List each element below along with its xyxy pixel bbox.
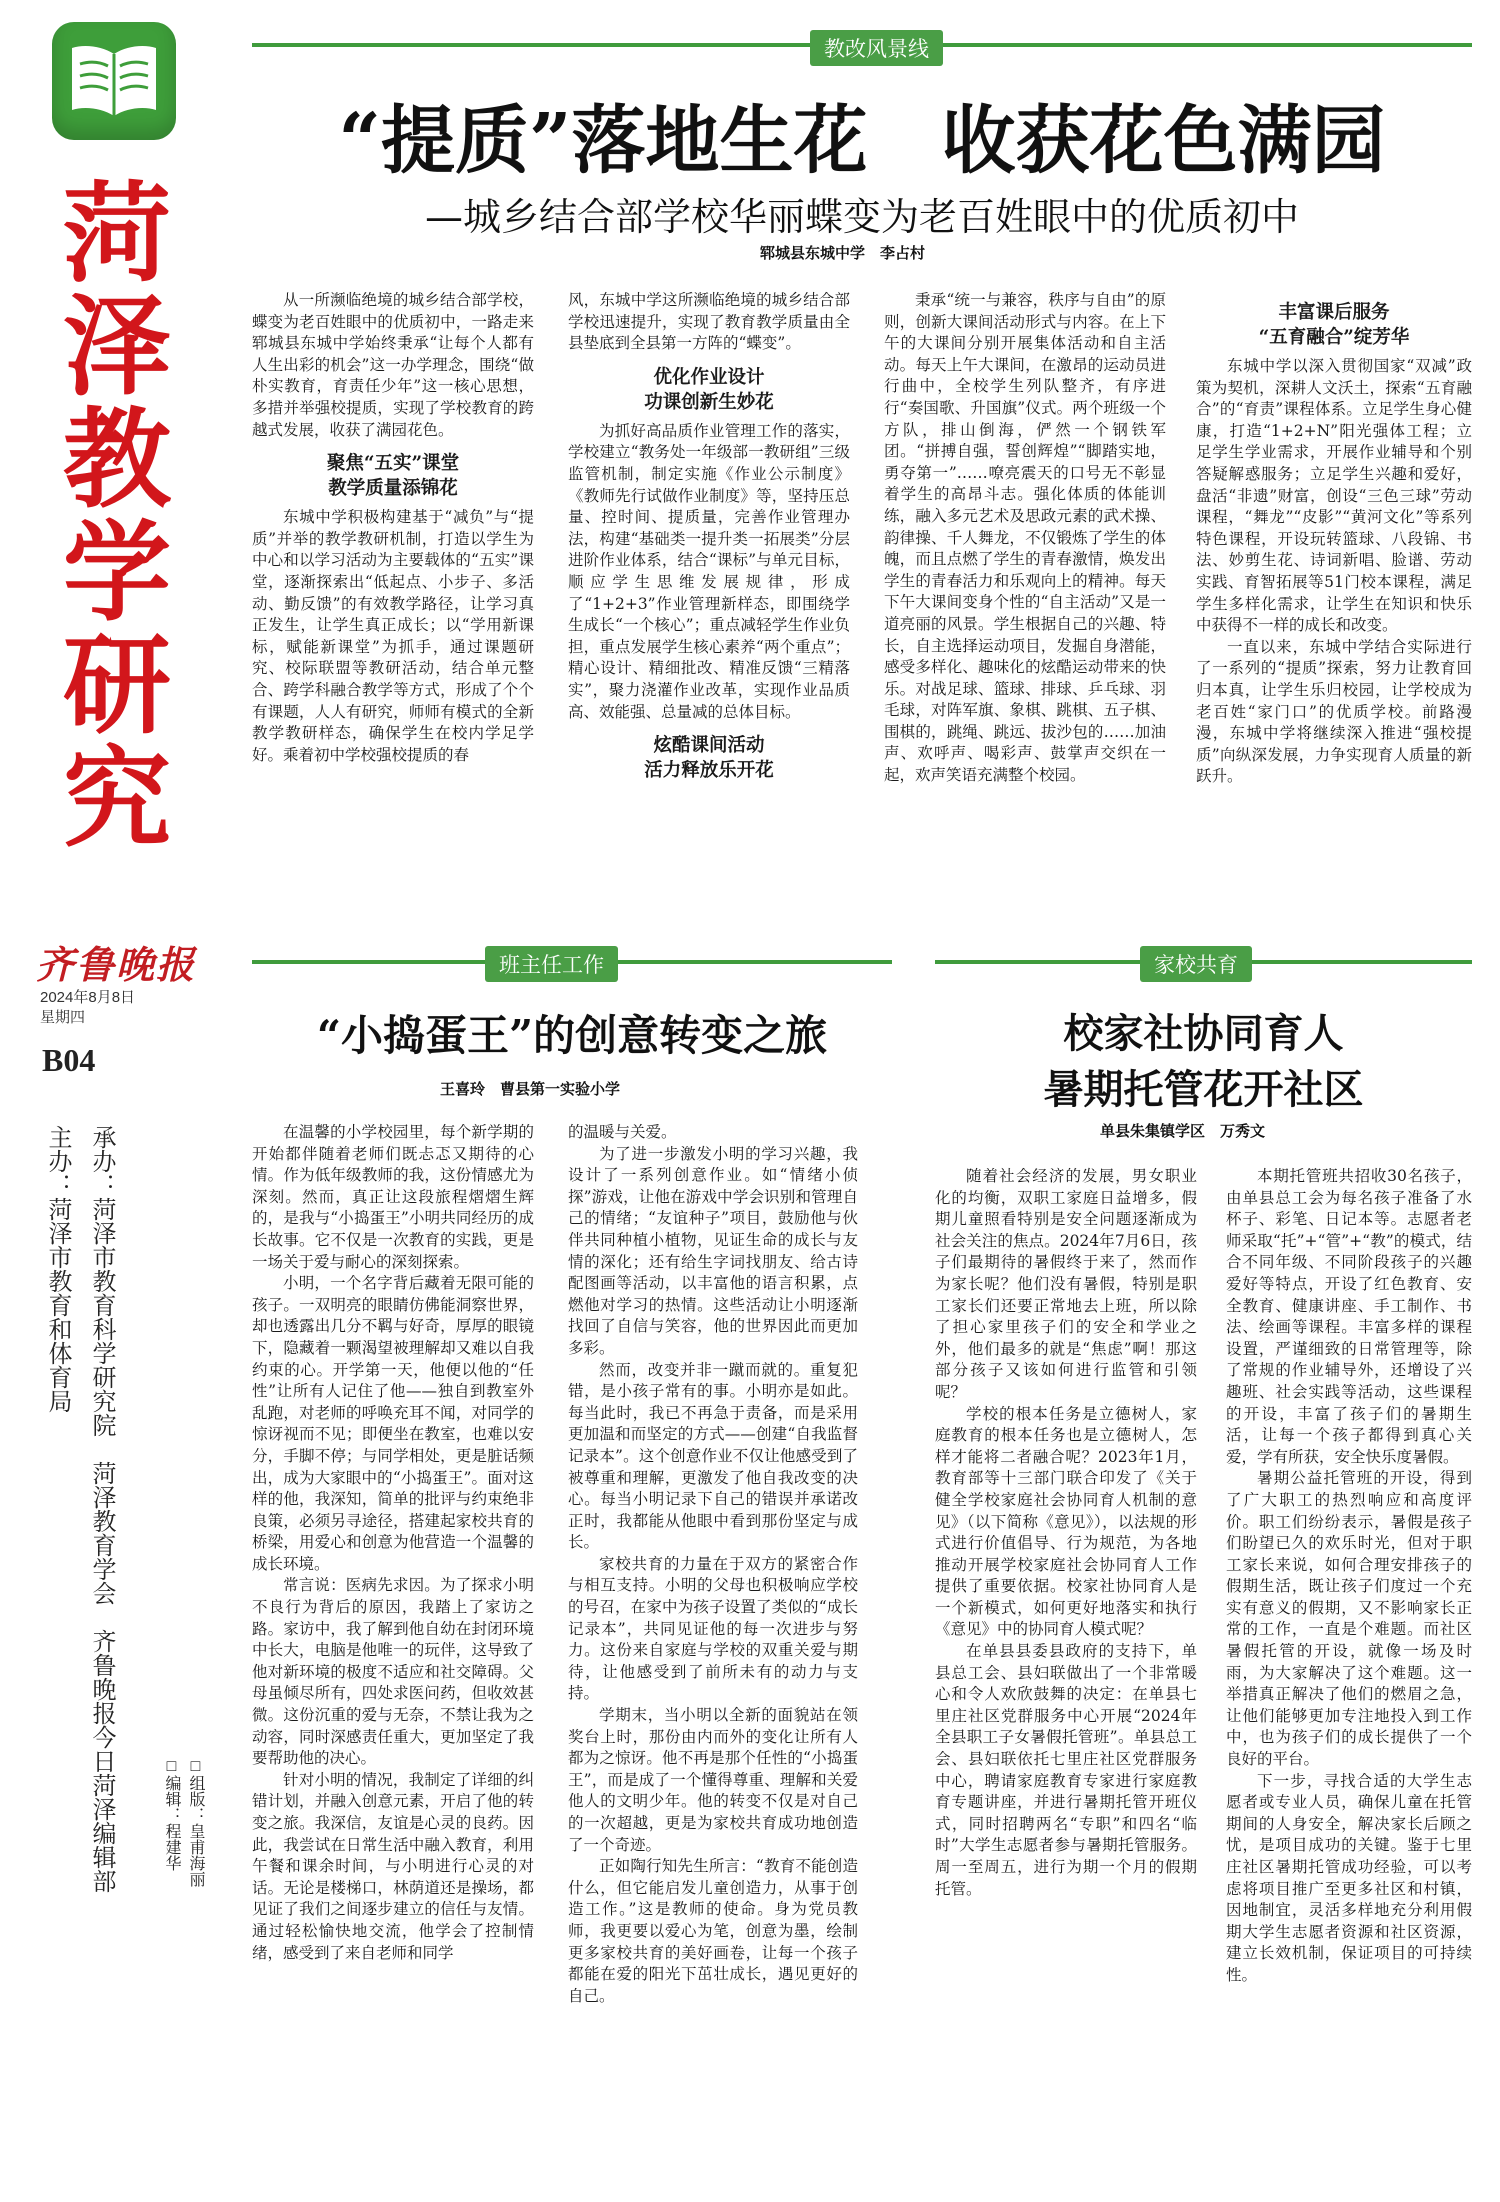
article-column [935, 1166, 1197, 1900]
vertical-masthead-title: 菏泽教学研究 [62, 172, 171, 862]
paragraph: 正如陶行知先生所言：“教育不能创造什么，但它能启发儿童创造力，从事于创造工作。”这是教师的使命。身为党员教师，我更要以爱心为笔，创意为墨，绘制更多家校共育的美好画卷，让每一个孩子都能在爱的阳光下茁壮成长，遇见更好的自己。 [568, 1857, 858, 2005]
article-title: “提质”落地生花 收获花色满园 [338, 98, 1386, 184]
article-column [1226, 1166, 1472, 1987]
paragraph: 家校共育的力量在于双方的紧密合作与相互支持。小明的父母也积极响应学校的号召，在家中为孩子设置了类似的“成长记录本”，共同见证他的每一次进步与努力。这份来自家庭与学校的双重关爱与期待，让他感受到了前所未有的动力与支持。 [568, 1554, 858, 1703]
article-subtitle: —城乡结合部学校华丽蝶变为老百姓眼中的优质初中 [424, 195, 1299, 239]
article-title: “小捣蛋王”的创意转变之旅 [316, 1011, 828, 1060]
paragraph: 下一步，寻找合适的大学生志愿者或专业人员，确保儿童在托管期间的人身安全，解决家长后顾之忧，是项目成功的关键。鉴于七里庄社区暑期托管成功经验，可以考虑将项目推广至更多社区和村镇，因地制宜，灵活多样地充分利用假期大学生志愿者资源和社区资源，建立长效机制，保证项目的可持续性。 [1226, 1771, 1472, 1984]
article-column [1196, 290, 1472, 788]
paragraph: 为了进一步激发小明的学习兴趣，我设计了一系列创意作业。如“情绪小侦探”游戏，让他在游戏中学会识别和管理自己的情绪；“友谊种子”项目，鼓励他与伙伴共同种植小植物，见证生命的成长与友情的深化；还有给生字词找朋友、给古诗配图画等活动，以丰富他的语言积累，点燃他对学习的热情。这些活动让小明逐渐找回了自信与笑容，他的世界因此而更加多彩。 [568, 1144, 858, 1357]
article-column [568, 290, 850, 789]
paragraph: 随着社会经济的发展，男女职业化的均衡，双职工家庭日益增多，假期儿童照看特别是安全问题逐渐成为社会关注的焦点。2024年7月6日，孩子们最期待的暑假终于来了，然而作为家长呢？他们没有暑假，特别是职工家长们还要正常地去上班，所以除了担心家里孩子们的安全和学业之外，他们最多的就是“焦虑”啊！那这部分孩子又该如何进行监管和引领呢？ [935, 1167, 1197, 1401]
issue-date: 2024年8月8日 [40, 989, 136, 1006]
paragraph: 本期托管班共招收30名孩子，由单县总工会为每名孩子准备了水杯子、彩笔、日记本等。志愿者老师采取“托”+“管”+“教”的模式，结合不同年级、不同阶段孩子的兴趣爱好等特点，开设了红色教育、安全教育、健康讲座、手工制作、书法、绘画等课程。丰富多样的课程设置，严谨细致的日常管理等，除了常规的作业辅导外，还增设了兴趣班、社会实践等活动，这些课程的开设，丰富了孩子们的暑期生活，让每一个孩子都得到真心关爱，学有所获，安全快乐度暑假。 [1226, 1167, 1472, 1466]
book-logo [52, 22, 176, 140]
paragraph: 常言说：医病先求因。为了探求小明不良行为背后的原因，我踏上了家访之路。家访中，我了解到他自幼在封闭环境中长大，电脑是他唯一的玩伴，这导致了他对新环境的极度不适应和社交障碍。父母虽倾尽所有，四处求医问药，但收效甚微。这份沉重的爱与无奈，不禁让我为之动容，同时深感责任重大，更加坚定了我要帮助他的决心。 [252, 1576, 534, 1768]
layout-credit: □组版：皇甫海丽 [187, 1758, 204, 1887]
sponsor-credit: 主办：菏泽市教育和体育局 [44, 1125, 71, 1413]
page-number: B04 [42, 1042, 96, 1078]
article-title: 校家社协同育人 暑期托管花开社区 [1043, 1010, 1364, 1113]
article-column [884, 290, 1166, 787]
paragraph: 秉承“统一与兼容，秩序与自由”的原则，创新大课间活动形式与内容。在上下午的大课间分别开展集体活动和自主活动。每天上午大课间，在激昂的运动员进行曲中，全校学生列队整齐，有序进行“奏国歌、升国旗”仪式。两个班级一个方队，排山倒海，俨然一个钢铁军团。“拼搏自强，誓创辉煌”“脚踏实地，勇夺第一”……嘹亮震天的口号无不彰显着学生的高昂斗志。强化体质的体能训练，融入多元艺术及思政元素的武术操、韵律操、千人舞龙，不仅锻炼了学生的体魄，而且点燃了学生的青春激情，焕发出学生的青春活力和乐观向上的精神。每天下午大课间变身个性的“自主活动”又是一道亮丽的风景。学生根据自己的兴趣、特长，自主选择运动项目，发掘自身潜能，感受多样化、趣味化的炫酷运动带来的快乐。对战足球、篮球、排球、乒乓球、羽毛球，对阵军旗、象棋、跳棋、五子棋、围棋的，跳绳、跳远、拔沙包的……加油声、欢呼声、喝彩声、鼓掌声交织在一起，欢声笑语充满整个校园。 [884, 291, 1166, 785]
paragraph: 一直以来，东城中学结合实际进行了一系列的“提质”探索，努力让教育回归本真，让学生乐归校园，让学校成为老百姓“家门口”的优质学校。前路漫漫，东城中学将继续深入推进“强校提质”向纵深发展，力争实现育人质量的新跃升。 [1196, 637, 1472, 786]
paragraph: 为抓好高品质作业管理工作的落实，学校建立“教务处一年级部一教研组”三级监管机制，制定实施《作业公示制度》《教师先行试做作业制度》等，坚持压总量、控时间、提质量，完善作业管理办法，构建“基础类一提升类一拓展类”分层进阶作业体系，结合“课标”与单元目标，顺应学生思维发展规律，形成了“1+2+3”作业管理新样态，即围绕学生成长“一个核心”；重点减轻学生作业负担，重点发展学生核心素养“两个重点”；精心设计、精细批改、精准反馈“三精落实”，聚力浇灌作业改革，实现作业品质高、效能强、总量减的总体目标。 [568, 421, 850, 721]
article-column [568, 1122, 858, 2007]
paragraph: 在温馨的小学校园里，每个新学期的开始都伴随着老师们既忐忑又期待的心情。作为低年级教师的我，这份情感尤为深刻。然而，真正让这段旅程熠熠生辉的，是我与“小捣蛋王”小明共同经历的成长故事。它不仅是一次教育的实践，更是一场关于爱与耐心的深刻探索。 [252, 1123, 534, 1271]
subheading: 炫酷课间活动 活力释放乐开花 [644, 735, 774, 782]
paragraph: 暑期公益托管班的开设，得到了广大职工的热烈响应和高度评价。职工们纷纷表示，暑假是孩子们盼望已久的欢乐时光，但对于职工家长来说，如何合理安排孩子的假期生活，既让孩子们度过一个充实有意义的假期，又不影响家长正常的工作，一直是个难题。而社区暑假托管的开设，就像一场及时雨，为大家解决了这个难题。这一举措真正解决了他们的燃眉之急，让他们能够更加专注地投入到工作中，也为孩子们的成长提供了一个良好的平台。 [1226, 1469, 1472, 1769]
article-byline: 王喜玲 曹县第一实验小学 [440, 1080, 621, 1098]
section-label-reform: 教改风景线 [810, 30, 943, 66]
issue-weekday: 星期四 [40, 1009, 86, 1026]
subheading: 聚焦“五实”课堂 教学质量添锦花 [326, 453, 460, 500]
subheading: 优化作业设计 功课创新生妙花 [644, 366, 774, 413]
paragraph: 东城中学以深入贯彻国家“双减”政策为契机，深耕人文沃土，探索“五育融合”的“育责”课程体系。立足学生身心健康，打造“1+2+N”阳光强体工程；立足学生学业需求，开展作业辅导和个别答疑解惑服务；立足学生兴趣和爱好，盘活“非遗”财富，创设“三色三球”劳动课程，“舞龙”“皮影”“黄河文化”等系列特色课程，开设玩转篮球、八段锦、书法、妙剪生花、诗词新唱、脸谱、劳动实践、育智拓展等51门校本课程，满足学生多样化需求，让学生在知识和快乐中获得不一样的成长和改变。 [1196, 357, 1472, 635]
article-column [252, 1122, 534, 1964]
paragraph: 从一所濒临绝境的城乡结合部学校，蝶变为老百姓眼中的优质初中，一路走来郓城县东城中学始终秉承“让每个人都有人生出彩的机会”这一办学理念，围绕“做朴实教育，育责任少年”这一核心思想，多措并举强校提质，实现了学校教育的跨越式发展，收获了满园花色。 [252, 291, 534, 439]
section-label-homeschool: 家校共育 [1140, 946, 1252, 982]
article-byline: 单县朱集镇学区 万秀文 [1100, 1122, 1266, 1140]
paragraph: 学期末，当小明以全新的面貌站在领奖台上时，那份由内而外的变化让所有人都为之惊讶。他不再是那个任性的“小捣蛋王”，而是成了一个懂得尊重、理解和关爱他人的文明少年。他的转变不仅是对自己的一次超越，更是为家校共育成功地创造了一个奇迹。 [568, 1706, 858, 1854]
paragraph: 学校的根本任务是立德树人，家庭教育的根本任务也是立德树人，怎样才能将二者融合呢？2023年1月，教育部等十三部门联合印发了《关于健全学校家庭社会协同育人机制的意见》（以下简称《意见》），以法规的形式进行价值倡导、行为规范，为各地推动开展学校家庭社会协同育人工作提供了重要依据。校家社协同育人是一个新模式，如何更好地落实和执行《意见》中的协同育人模式呢？ [935, 1404, 1197, 1639]
paragraph: 东城中学积极构建基于“减负”与“提质”并举的教学教研机制，打造以学生为中心和以学习活动为主要载体的“五实”课堂，逐渐探索出“低起点、小步子、多活动、勤反馈”的有效教学路径，让学习真正发生，让学生真正成长；以“学用新课标，赋能新课堂”为抓手，通过课题研究、校际联盟等教研活动，结合单元整合、跨学科融合教学等方式，形成了个个有课题，人人有研究，师师有模式的全新教学教研样态，确保学生在校内学足学好。乘着初中学校强校提质的春 [252, 508, 534, 764]
paragraph: 然而，改变并非一蹴而就的。重复犯错，是小孩子常有的事。小明亦是如此。每当此时，我已不再急于责备，而是采用更加温和而坚定的方式——创建“自我监督记录本”。这个创意作业不仅让他感受到了被尊重和理解，更激发了他自我改变的决心。每当小明记录下自己的错误并承诺改正时，我都能从他眼中看到那份坚定与成长。 [568, 1360, 858, 1552]
subheading: 丰富课后服务 “五育融合”绽芳华 [1258, 302, 1410, 348]
article-column [252, 290, 534, 766]
section-label-teacher: 班主任工作 [485, 946, 618, 982]
editor-credit: □编辑：程建华 [163, 1758, 180, 1871]
paragraph: 针对小明的情况，我制定了详细的纠错计划，并融入创意元素，开启了他的转变之旅。我深信，友谊是心灵的良药。因此，我尝试在日常生活中融入教育，利用午餐和课余时间，与小明进行心灵的对话。无论是楼梯口，林荫道还是操场，都见证了我们之间逐步建立的信任与友情。通过轻松愉快地交流，他学会了控制情绪，感受到了来自老师和同学 [252, 1770, 534, 1962]
paragraph: 小明，一个名字背后藏着无限可能的孩子。一双明亮的眼睛仿佛能洞察世界，却也透露出几分不羁与好奇，厚厚的眼镜下，隐藏着一颗渴望被理解却又难以自我约束的心。开学第一天，他便以他的“任性”让所有人记住了他——独自到教室外乱跑，对老师的呼唤充耳不闻，对同学的惊讶视而不见；即便坐在教室，也难以安分，手脚不停；与同学相处，更是脏话频出，成为大家眼中的“小捣蛋王”。面对这样的他，我深知，简单的批评与约束绝非良策，必须另寻途径，搭建起家校共育的桥梁，用爱心和创意为他营造一个温馨的成长环境。 [252, 1274, 534, 1573]
paragraph: 在单县县委县政府的支持下，单县总工会、县妇联做出了一个非常暖心和令人欢欣鼓舞的决定：在单县七里庄社区党群服务中心开展“2024年全县职工子女暑假托管班”。单县总工会、县妇联依托七里庄社区党群服务中心，聘请家庭教育专家进行家庭教育专题讲座，并进行暑期托管开班仪式，同时招聘两名“专职”和四名“临时”大学生志愿者参与暑期托管服务。周一至周五，进行为期一个月的假期托管。 [935, 1642, 1197, 1898]
paragraph: 风，东城中学这所濒临绝境的城乡结合部学校迅速提升，实现了教育教学质量由全县垫底到全县第一方阵的“蝶变”。 [568, 291, 850, 353]
newspaper-logo: 齐鲁晚报 [36, 942, 197, 987]
open-book-icon [66, 40, 162, 122]
paragraph: 的温暖与关爱。 [568, 1123, 677, 1141]
article-byline: 郓城县东城中学 李占村 [760, 244, 926, 262]
undertaker-credit: 承办：菏泽市教育科学研究院 菏泽教育学会 齐鲁晚报今日菏泽编辑部 [88, 1125, 115, 1893]
